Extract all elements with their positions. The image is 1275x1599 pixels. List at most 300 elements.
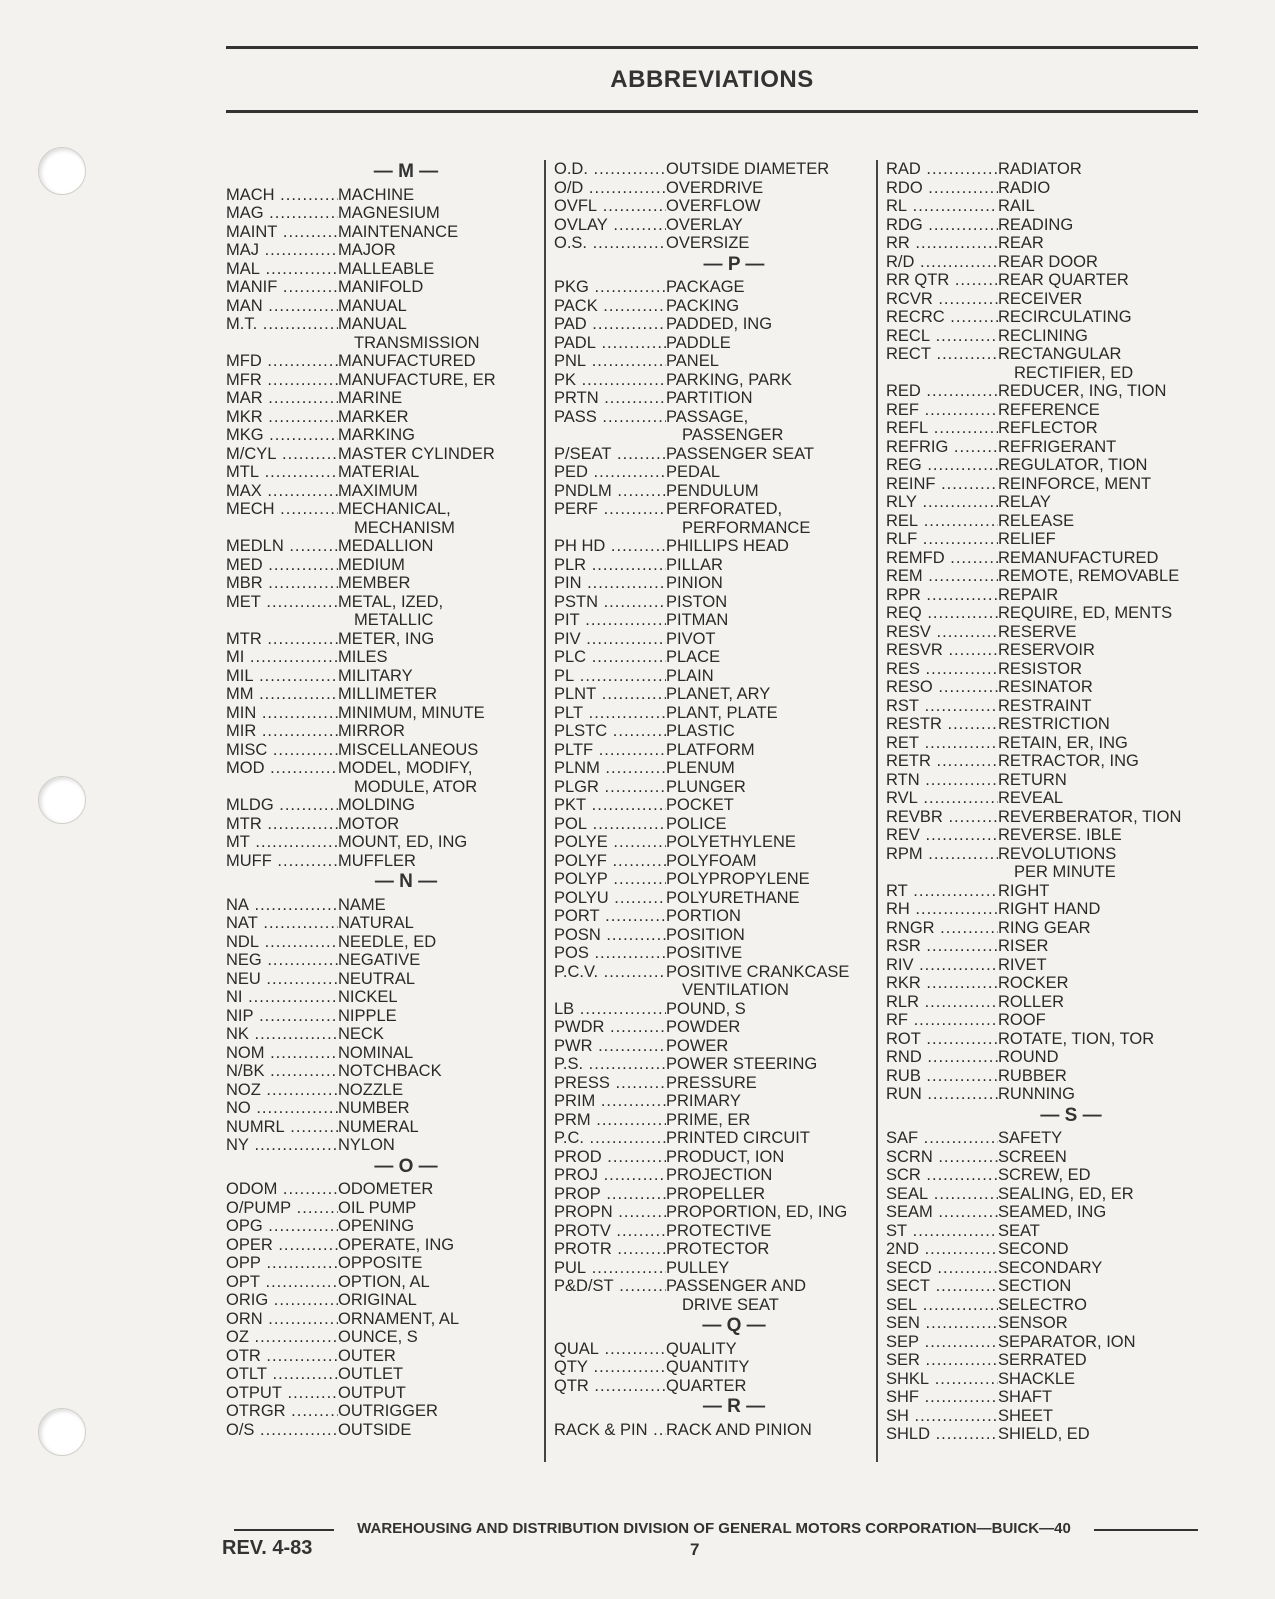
abbreviation-meaning: PROJECTION bbox=[666, 1166, 773, 1184]
abbreviation-entry bbox=[886, 438, 1196, 457]
abbreviation: PK ..... bbox=[554, 371, 666, 390]
abbreviation-entry bbox=[226, 1199, 526, 1218]
abbreviation-meaning: RECLINING bbox=[998, 326, 1088, 345]
abbreviation: RT ..... bbox=[886, 882, 998, 901]
abbreviation-entry bbox=[886, 623, 1196, 642]
abbreviation-meaning: OPERATE, ING bbox=[338, 1235, 455, 1254]
abbreviation-entry bbox=[886, 882, 1196, 901]
abbreviation-entry bbox=[886, 845, 1196, 864]
abbreviation: MT ..... bbox=[226, 833, 338, 852]
abbreviation-meaning: PEDAL bbox=[666, 463, 721, 481]
abbreviation: PUL ..... bbox=[554, 1259, 666, 1278]
abbreviation-entry bbox=[886, 604, 1196, 623]
abbreviation-entry bbox=[226, 722, 526, 741]
abbreviation-meaning: REDUCER, ING, TION bbox=[998, 382, 1167, 400]
abbreviation-entry bbox=[886, 808, 1196, 827]
abbreviation-entry bbox=[886, 1370, 1196, 1389]
abbreviation: MKG ..... bbox=[226, 426, 338, 445]
abbreviation: RPM ..... bbox=[886, 845, 998, 864]
abbreviation-entry bbox=[886, 900, 1196, 919]
meaning-continuation: RECTIFIER, ED bbox=[1014, 363, 1134, 382]
abbreviation-meaning: POSITION bbox=[666, 925, 745, 944]
abbreviation-meaning: SHEET bbox=[998, 1406, 1054, 1425]
abbreviation-entry bbox=[554, 1166, 854, 1185]
abbreviation: PROJ ..... bbox=[554, 1166, 666, 1185]
abbreviation-entry bbox=[886, 974, 1196, 993]
abbreviation: OPP ..... bbox=[226, 1254, 338, 1273]
section-heading: — N — bbox=[374, 871, 438, 892]
abbreviation-entry bbox=[554, 371, 854, 390]
abbreviation-meaning: MIRROR bbox=[338, 722, 405, 740]
abbreviation-entry bbox=[226, 1291, 526, 1310]
abbreviation-entry bbox=[554, 278, 854, 297]
abbreviation: PIN ..... bbox=[554, 574, 666, 593]
abbreviation: REMFD ..... bbox=[886, 549, 998, 568]
abbreviation: LB ..... bbox=[554, 1000, 666, 1019]
abbreviation-entry bbox=[226, 297, 526, 316]
abbreviation: MTR ..... bbox=[226, 630, 338, 649]
abbreviation-meaning: PHILLIPS HEAD bbox=[666, 537, 789, 555]
abbreviation: QTY ..... bbox=[554, 1358, 666, 1377]
abbreviation: RPR ..... bbox=[886, 586, 998, 605]
abbreviation-meaning: PLUNGER bbox=[666, 777, 746, 796]
abbreviation: POL ..... bbox=[554, 815, 666, 834]
abbreviation-meaning: MASTER CYLINDER bbox=[338, 444, 495, 463]
abbreviation: P.C. ..... bbox=[554, 1129, 666, 1148]
meaning-continuation: PERFORMANCE bbox=[682, 518, 811, 537]
abbreviation-entry bbox=[886, 512, 1196, 531]
abbreviation-entry bbox=[226, 896, 526, 915]
abbreviation-entry bbox=[886, 1203, 1196, 1222]
abbreviation-entry bbox=[226, 1180, 526, 1199]
abbreviation: RECL ..... bbox=[886, 327, 998, 346]
abbreviation-meaning: RIGHT bbox=[998, 881, 1050, 900]
abbreviation: MAL ..... bbox=[226, 260, 338, 279]
abbreviation-entry bbox=[554, 1421, 854, 1440]
abbreviation-entry bbox=[554, 234, 854, 253]
abbreviation: O.D. ..... bbox=[554, 160, 666, 179]
abbreviation: REV ..... bbox=[886, 826, 998, 845]
abbreviation: RR ..... bbox=[886, 234, 998, 253]
abbreviation: SECD ..... bbox=[886, 1259, 998, 1278]
abbreviation: PH HD ..... bbox=[554, 537, 666, 556]
abbreviation-entry bbox=[554, 537, 854, 556]
abbreviation-entry bbox=[554, 1377, 854, 1396]
abbreviation-entry bbox=[554, 741, 854, 760]
abbreviation-meaning: RING GEAR bbox=[998, 918, 1091, 937]
abbreviation: 2ND ..... bbox=[886, 1240, 998, 1259]
abbreviation-meaning: PENDULUM bbox=[666, 481, 759, 500]
abbreviation-meaning: SHACKLE bbox=[998, 1369, 1076, 1388]
abbreviation-entry bbox=[226, 426, 526, 445]
abbreviation-meaning: PRINTED CIRCUIT bbox=[666, 1129, 810, 1147]
abbreviation: RACK & PIN ..... bbox=[554, 1421, 666, 1440]
abbreviation: O.S. ..... bbox=[554, 234, 666, 253]
abbreviation: RUB ..... bbox=[886, 1067, 998, 1086]
abbreviation: ORN ..... bbox=[226, 1310, 338, 1329]
abbreviation-meaning: REAR QUARTER bbox=[998, 271, 1129, 289]
abbreviation-meaning: REVOLUTIONS bbox=[998, 844, 1117, 863]
abbreviation-entry bbox=[554, 630, 854, 649]
abbreviation-entry bbox=[886, 1129, 1196, 1148]
abbreviation: QTR ..... bbox=[554, 1377, 666, 1396]
meaning-continuation: TRANSMISSION bbox=[354, 333, 480, 352]
abbreviation-meaning: MAJOR bbox=[338, 241, 396, 259]
abbreviation: POLYP ..... bbox=[554, 870, 666, 889]
abbreviation-entry bbox=[886, 1148, 1196, 1167]
abbreviation: RH ..... bbox=[886, 900, 998, 919]
abbreviation-meaning: SELECTRO bbox=[998, 1295, 1087, 1314]
meaning-continuation: PASSENGER bbox=[682, 426, 784, 444]
abbreviation: RIV ..... bbox=[886, 956, 998, 975]
meaning-continuation: MODULE, ATOR bbox=[354, 777, 478, 796]
abbreviation-entry bbox=[554, 1358, 854, 1377]
abbreviation-entry bbox=[554, 160, 854, 179]
abbreviation-meaning: PRESSURE bbox=[666, 1073, 757, 1092]
abbreviation-meaning: PADDLE bbox=[666, 333, 731, 352]
abbreviation-entry bbox=[554, 352, 854, 371]
abbreviation-meaning: PLANET, ARY bbox=[666, 685, 771, 703]
abbreviation-meaning: PINION bbox=[666, 574, 723, 592]
abbreviation-entry bbox=[226, 556, 526, 575]
abbreviation: PRM ..... bbox=[554, 1111, 666, 1130]
abbreviation: PWR ..... bbox=[554, 1037, 666, 1056]
abbreviation-entry bbox=[226, 933, 526, 952]
abbreviation-entry bbox=[886, 678, 1196, 697]
abbreviation: PLTF ..... bbox=[554, 741, 666, 760]
abbreviation: SEL ..... bbox=[886, 1296, 998, 1315]
abbreviation-entry bbox=[226, 1025, 526, 1044]
binder-hole-top bbox=[38, 147, 86, 195]
abbreviation-meaning: RIVET bbox=[998, 955, 1047, 974]
abbreviation: MIN ..... bbox=[226, 704, 338, 723]
abbreviation-entry bbox=[226, 241, 526, 260]
abbreviation: PSTN ..... bbox=[554, 593, 666, 612]
abbreviation-meaning: REMOTE, REMOVABLE bbox=[998, 567, 1180, 585]
footer-rule-right bbox=[1094, 1529, 1198, 1531]
abbreviation-meaning: NIPPLE bbox=[338, 1006, 397, 1025]
abbreviation: PLC ..... bbox=[554, 648, 666, 667]
abbreviation: R/D ..... bbox=[886, 253, 998, 272]
abbreviation-entry bbox=[886, 160, 1196, 179]
abbreviation-meaning: PASSENGER AND bbox=[666, 1277, 806, 1295]
abbreviation-entry bbox=[886, 1425, 1196, 1444]
abbreviation: PADL ..... bbox=[554, 334, 666, 353]
abbreviation-entry bbox=[554, 315, 854, 334]
abbreviation-entry bbox=[886, 493, 1196, 512]
abbreviation-entry bbox=[886, 1185, 1196, 1204]
abbreviation-meaning: NEEDLE, ED bbox=[338, 932, 437, 951]
abbreviation-meaning: PANEL bbox=[666, 352, 719, 370]
abbreviation-entry bbox=[554, 1203, 854, 1222]
abbreviation-entry bbox=[226, 741, 526, 760]
section-heading: — S — bbox=[1040, 1104, 1102, 1126]
abbreviation-meaning: ORIGINAL bbox=[338, 1291, 417, 1309]
abbreviation-meaning: REGULATOR, TION bbox=[998, 456, 1148, 474]
abbreviation-entry bbox=[554, 500, 854, 519]
abbreviation-meaning: OVERFLOW bbox=[666, 197, 761, 215]
abbreviation-meaning: PLANT, PLATE bbox=[666, 703, 778, 722]
abbreviation: MAX ..... bbox=[226, 482, 338, 501]
abbreviation-meaning: MANUAL bbox=[338, 296, 407, 315]
abbreviation-meaning: OVERDRIVE bbox=[666, 178, 764, 197]
abbreviation: MIR ..... bbox=[226, 722, 338, 741]
abbreviation: POSN ..... bbox=[554, 926, 666, 945]
abbreviation-entry bbox=[554, 926, 854, 945]
abbreviation: RCVR ..... bbox=[886, 290, 998, 309]
abbreviation-meaning: NYLON bbox=[338, 1136, 395, 1154]
abbreviation-entry bbox=[226, 1347, 526, 1366]
abbreviation-meaning: REQUIRE, ED, MENTS bbox=[998, 604, 1173, 622]
abbreviation: PLNM ..... bbox=[554, 759, 666, 778]
abbreviation-meaning: POLYPROPYLENE bbox=[666, 870, 810, 888]
abbreviation-meaning: OVERSIZE bbox=[666, 234, 750, 252]
abbreviation-entry bbox=[226, 951, 526, 970]
abbreviation-meaning: MILITARY bbox=[338, 666, 413, 685]
abbreviation: SEN ..... bbox=[886, 1314, 998, 1333]
abbreviation-entry bbox=[226, 500, 526, 519]
abbreviation-entry bbox=[886, 549, 1196, 568]
abbreviation: RESO ..... bbox=[886, 678, 998, 697]
abbreviation-entry bbox=[886, 993, 1196, 1012]
abbreviation-entry bbox=[226, 988, 526, 1007]
abbreviation-entry bbox=[554, 944, 854, 963]
abbreviation-meaning: NOZZLE bbox=[338, 1080, 404, 1099]
abbreviation-entry bbox=[554, 1018, 854, 1037]
abbreviation-meaning: MAXIMUM bbox=[338, 481, 418, 500]
abbreviation: ORIG ..... bbox=[226, 1291, 338, 1310]
abbreviation: NIP ..... bbox=[226, 1007, 338, 1026]
abbreviation-meaning: POSITIVE CRANKCASE bbox=[666, 962, 850, 981]
abbreviation-entry bbox=[886, 401, 1196, 420]
abbreviation: MAR ..... bbox=[226, 389, 338, 408]
abbreviation-meaning: RESERVOIR bbox=[998, 641, 1095, 659]
abbreviation-entry bbox=[226, 408, 526, 427]
abbreviation-entry bbox=[554, 197, 854, 216]
abbreviation-meaning: MANUAL bbox=[338, 315, 407, 333]
abbreviation-meaning: SEPARATOR, ION bbox=[998, 1332, 1136, 1351]
abbreviation: REINF ..... bbox=[886, 475, 998, 494]
abbreviation: NUMRL ..... bbox=[226, 1118, 338, 1137]
meaning-continuation: METALLIC bbox=[354, 611, 434, 629]
abbreviation-entry bbox=[554, 1277, 854, 1296]
abbreviation-entry bbox=[554, 1037, 854, 1056]
abbreviation: MAG ..... bbox=[226, 204, 338, 223]
abbreviation-entry bbox=[226, 1310, 526, 1329]
abbreviation-entry bbox=[226, 648, 526, 667]
abbreviation-entry bbox=[226, 463, 526, 482]
abbreviation: OTLT ..... bbox=[226, 1365, 338, 1384]
abbreviation-meaning: OPPOSITE bbox=[338, 1254, 423, 1272]
abbreviation: OPG ..... bbox=[226, 1217, 338, 1236]
abbreviation: PASS ..... bbox=[554, 408, 666, 427]
abbreviation-meaning: NUMERAL bbox=[338, 1117, 419, 1136]
column-divider-1 bbox=[544, 160, 546, 1462]
abbreviation-meaning: METAL, IZED, bbox=[338, 592, 444, 611]
abbreviation-meaning: ROLLER bbox=[998, 992, 1065, 1011]
abbreviation: NOZ ..... bbox=[226, 1081, 338, 1100]
abbreviation-entry bbox=[226, 1421, 526, 1440]
abbreviation: MACH ..... bbox=[226, 186, 338, 205]
abbreviation-meaning: NEGATIVE bbox=[338, 951, 421, 969]
abbreviation-meaning: NICKEL bbox=[338, 988, 398, 1006]
abbreviation: PROP ..... bbox=[554, 1185, 666, 1204]
abbreviation-meaning: PULLEY bbox=[666, 1258, 730, 1277]
abbreviation-entry bbox=[886, 937, 1196, 956]
abbreviation-meaning: OUNCE, S bbox=[338, 1328, 418, 1346]
abbreviation-meaning: OVERLAY bbox=[666, 215, 743, 234]
abbreviation-meaning: SENSOR bbox=[998, 1314, 1068, 1332]
abbreviation-entry bbox=[226, 445, 526, 464]
abbreviation-entry bbox=[554, 963, 854, 982]
abbreviation: RESTR ..... bbox=[886, 715, 998, 734]
abbreviation-entry bbox=[554, 216, 854, 235]
section-heading: — M — bbox=[373, 161, 439, 182]
abbreviation: PIV ..... bbox=[554, 630, 666, 649]
abbreviation: PNL ..... bbox=[554, 352, 666, 371]
abbreviation-entry bbox=[554, 556, 854, 575]
abbreviation: SEAM ..... bbox=[886, 1203, 998, 1222]
abbreviation-meaning: PLASTIC bbox=[666, 722, 735, 740]
abbreviation: OTPUT ..... bbox=[226, 1384, 338, 1403]
abbreviation-entry bbox=[886, 1011, 1196, 1030]
abbreviation-meaning: RESTRAINT bbox=[998, 696, 1092, 715]
abbreviation: PROTV ..... bbox=[554, 1222, 666, 1241]
abbreviation-entry bbox=[554, 815, 854, 834]
abbreviation-entry bbox=[226, 630, 526, 649]
abbreviation-meaning: QUANTITY bbox=[666, 1358, 750, 1376]
abbreviation-entry bbox=[886, 715, 1196, 734]
abbreviation: SH ..... bbox=[886, 1407, 998, 1426]
abbreviation: PRESS ..... bbox=[554, 1074, 666, 1093]
abbreviation-meaning: RETURN bbox=[998, 770, 1067, 789]
abbreviation-meaning: SHIELD, ED bbox=[998, 1425, 1090, 1443]
abbreviation: MOD ..... bbox=[226, 759, 338, 778]
abbreviation: SCRN ..... bbox=[886, 1148, 998, 1167]
abbreviation: MECH ..... bbox=[226, 500, 338, 519]
abbreviation: POLYF ..... bbox=[554, 852, 666, 871]
abbreviation-meaning: RIGHT HAND bbox=[998, 900, 1101, 918]
abbreviation-entry bbox=[886, 586, 1196, 605]
abbreviation: PLSTC ..... bbox=[554, 722, 666, 741]
abbreviation: PROD ..... bbox=[554, 1148, 666, 1167]
abbreviation-entry bbox=[886, 1333, 1196, 1352]
abbreviation: RDG ..... bbox=[886, 216, 998, 235]
abbreviation-entry bbox=[886, 327, 1196, 346]
abbreviation-meaning: OPTION, AL bbox=[338, 1272, 430, 1291]
abbreviation-meaning: PASSAGE, bbox=[666, 407, 749, 426]
abbreviation-meaning: MOUNT, ED, ING bbox=[338, 833, 468, 851]
abbreviation-entry bbox=[886, 1166, 1196, 1185]
abbreviation-entry bbox=[886, 789, 1196, 808]
abbreviation-meaning: RECIRCULATING bbox=[998, 308, 1132, 326]
abbreviation: NA ..... bbox=[226, 896, 338, 915]
abbreviation: RECRC ..... bbox=[886, 308, 998, 327]
abbreviation-entry bbox=[226, 260, 526, 279]
abbreviation-entry bbox=[886, 697, 1196, 716]
revision-label: REV. 4-83 bbox=[222, 1537, 313, 1559]
abbreviation: MISC ..... bbox=[226, 741, 338, 760]
abbreviation: RF ..... bbox=[886, 1011, 998, 1030]
section-heading: — P — bbox=[703, 253, 765, 275]
abbreviation-meaning: REFLECTOR bbox=[998, 419, 1098, 437]
abbreviation-entry bbox=[226, 593, 526, 612]
abbreviation: MAINT ..... bbox=[226, 223, 338, 242]
abbreviation-entry bbox=[554, 1111, 854, 1130]
meaning-continuation: VENTILATION bbox=[682, 981, 789, 999]
page-number: 7 bbox=[690, 1540, 700, 1559]
abbreviation: REM ..... bbox=[886, 567, 998, 586]
abbreviation-meaning: REFERENCE bbox=[998, 400, 1100, 419]
abbreviation-entry bbox=[226, 186, 526, 205]
abbreviation: PLNT ..... bbox=[554, 685, 666, 704]
abbreviation-meaning: MEMBER bbox=[338, 574, 411, 592]
abbreviation-meaning: QUARTER bbox=[666, 1376, 747, 1395]
abbreviation-meaning: MISCELLANEOUS bbox=[338, 740, 479, 759]
abbreviation-meaning: NEUTRAL bbox=[338, 969, 416, 988]
abbreviation: SER ..... bbox=[886, 1351, 998, 1370]
abbreviation: O/S ..... bbox=[226, 1421, 338, 1440]
abbreviation-entry bbox=[886, 382, 1196, 401]
abbreviation: MTR ..... bbox=[226, 815, 338, 834]
abbreviation: MET ..... bbox=[226, 593, 338, 612]
abbreviation-entry bbox=[226, 796, 526, 815]
abbreviation-meaning: MANUFACTURED bbox=[338, 352, 476, 370]
abbreviation-entry bbox=[554, 179, 854, 198]
abbreviation-meaning: MATERIAL bbox=[338, 463, 420, 481]
abbreviation-meaning: PROTECTIVE bbox=[666, 1221, 772, 1240]
abbreviation-meaning: MARINE bbox=[338, 389, 403, 407]
abbreviation-meaning: REAR DOOR bbox=[998, 252, 1098, 271]
abbreviation-entry bbox=[226, 1254, 526, 1273]
abbreviation-meaning: ORNAMENT, AL bbox=[338, 1309, 460, 1328]
abbreviation-meaning: RACK AND PINION bbox=[666, 1420, 812, 1439]
abbreviation-entry bbox=[226, 1217, 526, 1236]
abbreviation: MTL ..... bbox=[226, 463, 338, 482]
abbreviation-meaning: SAFETY bbox=[998, 1129, 1063, 1147]
abbreviation-meaning: PROPORTION, ED, ING bbox=[666, 1203, 848, 1221]
abbreviation-meaning: PERFORATED, bbox=[666, 500, 783, 518]
abbreviation: SECT ..... bbox=[886, 1277, 998, 1296]
abbreviation: SHLD ..... bbox=[886, 1425, 998, 1444]
section-heading: — R — bbox=[702, 1396, 766, 1417]
abbreviation-meaning: MAGNESIUM bbox=[338, 204, 440, 222]
abbreviation-meaning: RELEASE bbox=[998, 511, 1075, 530]
abbreviation-entry bbox=[886, 271, 1196, 290]
abbreviation-entry bbox=[226, 1236, 526, 1255]
abbreviation-entry bbox=[226, 704, 526, 723]
abbreviation-meaning: RESISTOR bbox=[998, 659, 1083, 678]
abbreviation-entry bbox=[886, 567, 1196, 586]
abbreviation-column-3 bbox=[886, 160, 1196, 1444]
header-rule-top bbox=[226, 46, 1198, 49]
abbreviation-entry bbox=[554, 445, 854, 464]
header-rule-bottom bbox=[226, 110, 1198, 113]
abbreviation-meaning: NOTCHBACK bbox=[338, 1062, 442, 1080]
abbreviation-entry bbox=[886, 179, 1196, 198]
abbreviation-entry bbox=[886, 1085, 1196, 1104]
abbreviation: PRIM ..... bbox=[554, 1092, 666, 1111]
abbreviation-meaning: NATURAL bbox=[338, 914, 414, 932]
abbreviation: MM ..... bbox=[226, 685, 338, 704]
abbreviation: OPT ..... bbox=[226, 1273, 338, 1292]
abbreviation-entry bbox=[554, 1240, 854, 1259]
abbreviation: MI ..... bbox=[226, 648, 338, 667]
abbreviation-meaning: RADIATOR bbox=[998, 160, 1082, 178]
abbreviation-entry bbox=[886, 1259, 1196, 1278]
abbreviation-entry bbox=[226, 1328, 526, 1347]
abbreviation-entry bbox=[226, 352, 526, 371]
